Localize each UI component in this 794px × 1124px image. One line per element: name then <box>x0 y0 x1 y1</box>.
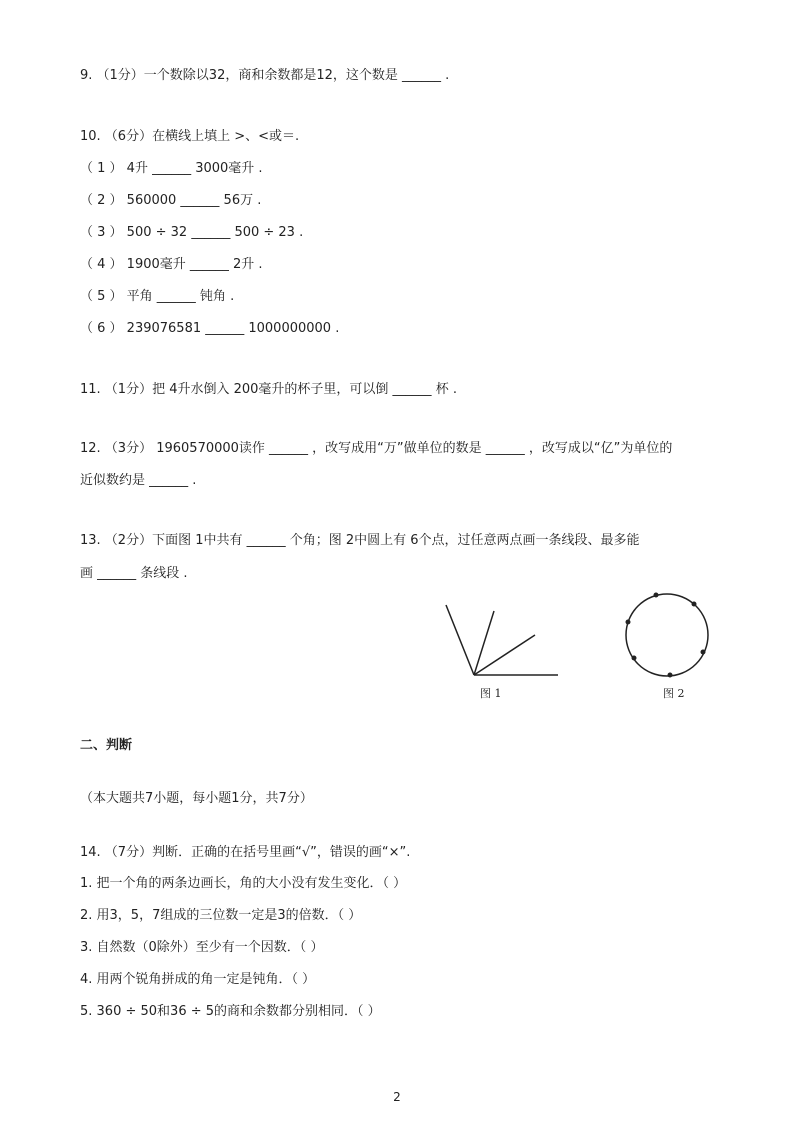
circle <box>626 594 708 676</box>
figure-2-label: 图 2 <box>663 687 685 700</box>
question-10-item-1: （ 1 ） 4升 ______ 3000毫升 . <box>80 161 263 176</box>
figure-1-label: 图 1 <box>480 687 502 700</box>
question-12-line-1: 12. （3分） 1960570000读作 ______ ，改写成用“万”做单位的数是 ______ ，改写成以“亿”为单位的 <box>80 441 673 456</box>
ray-2 <box>474 611 494 675</box>
point-5 <box>632 656 637 661</box>
point-3 <box>626 620 631 625</box>
question-14-item-5: 5. 360 ÷ 50和36 ÷ 5的商和余数都分别相同．（ ） <box>80 1004 381 1019</box>
question-11: 11. （1分）把 4升水倒入 200毫升的杯子里，可以倒 ______ 杯 . <box>80 382 457 397</box>
question-13-line-1: 13. （2分）下面图 1中共有 ______ 个角；图 2中圆上有 6个点，过任意两点画一条线段、最多能 <box>80 533 640 548</box>
page-number: 2 <box>393 1090 401 1104</box>
figure-2-circle <box>615 585 725 705</box>
question-13-line-2: 画 ______ 条线段 . <box>80 566 188 581</box>
question-9: 9. （1分）一个数除以32，商和余数都是12，这个数是 ______ . <box>80 68 450 83</box>
question-10-title: 10. （6分）在横线上填上 >、<或＝. <box>80 129 300 144</box>
point-1 <box>654 593 659 598</box>
question-10-item-2: （ 2 ） 560000 ______ 56万 . <box>80 193 262 208</box>
question-12-line-2: 近似数约是 ______ . <box>80 473 197 488</box>
point-6 <box>668 673 673 678</box>
question-14-title: 14. （7分）判断．正确的在括号里画“√”，错误的画“×”. <box>80 845 411 860</box>
point-2 <box>692 602 697 607</box>
point-4 <box>701 650 706 655</box>
question-10-item-5: （ 5 ） 平角 ______ 钝角 . <box>80 289 235 304</box>
question-14-item-4: 4. 用两个锐角拼成的角一定是钝角．（ ） <box>80 972 316 987</box>
section-2-subtitle: （本大题共7小题，每小题1分，共7分） <box>80 791 313 806</box>
ray-3 <box>474 635 535 675</box>
question-14-item-1: 1. 把一个角的两条边画长，角的大小没有发生变化．（ ） <box>80 876 407 891</box>
section-2-title: 二、判断 <box>80 738 133 753</box>
question-10-item-4: （ 4 ） 1900毫升 ______ 2升 . <box>80 257 263 272</box>
question-10-item-3: （ 3 ） 500 ÷ 32 ______ 500 ÷ 23 . <box>80 225 304 240</box>
ray-1 <box>446 605 474 675</box>
figure-1-angles <box>440 600 570 705</box>
question-10-item-6: （ 6 ） 239076581 ______ 1000000000 . <box>80 321 340 336</box>
question-14-item-2: 2. 用3，5，7组成的三位数一定是3的倍数．（ ） <box>80 908 362 923</box>
question-14-item-3: 3. 自然数（0除外）至少有一个因数．（ ） <box>80 940 324 955</box>
